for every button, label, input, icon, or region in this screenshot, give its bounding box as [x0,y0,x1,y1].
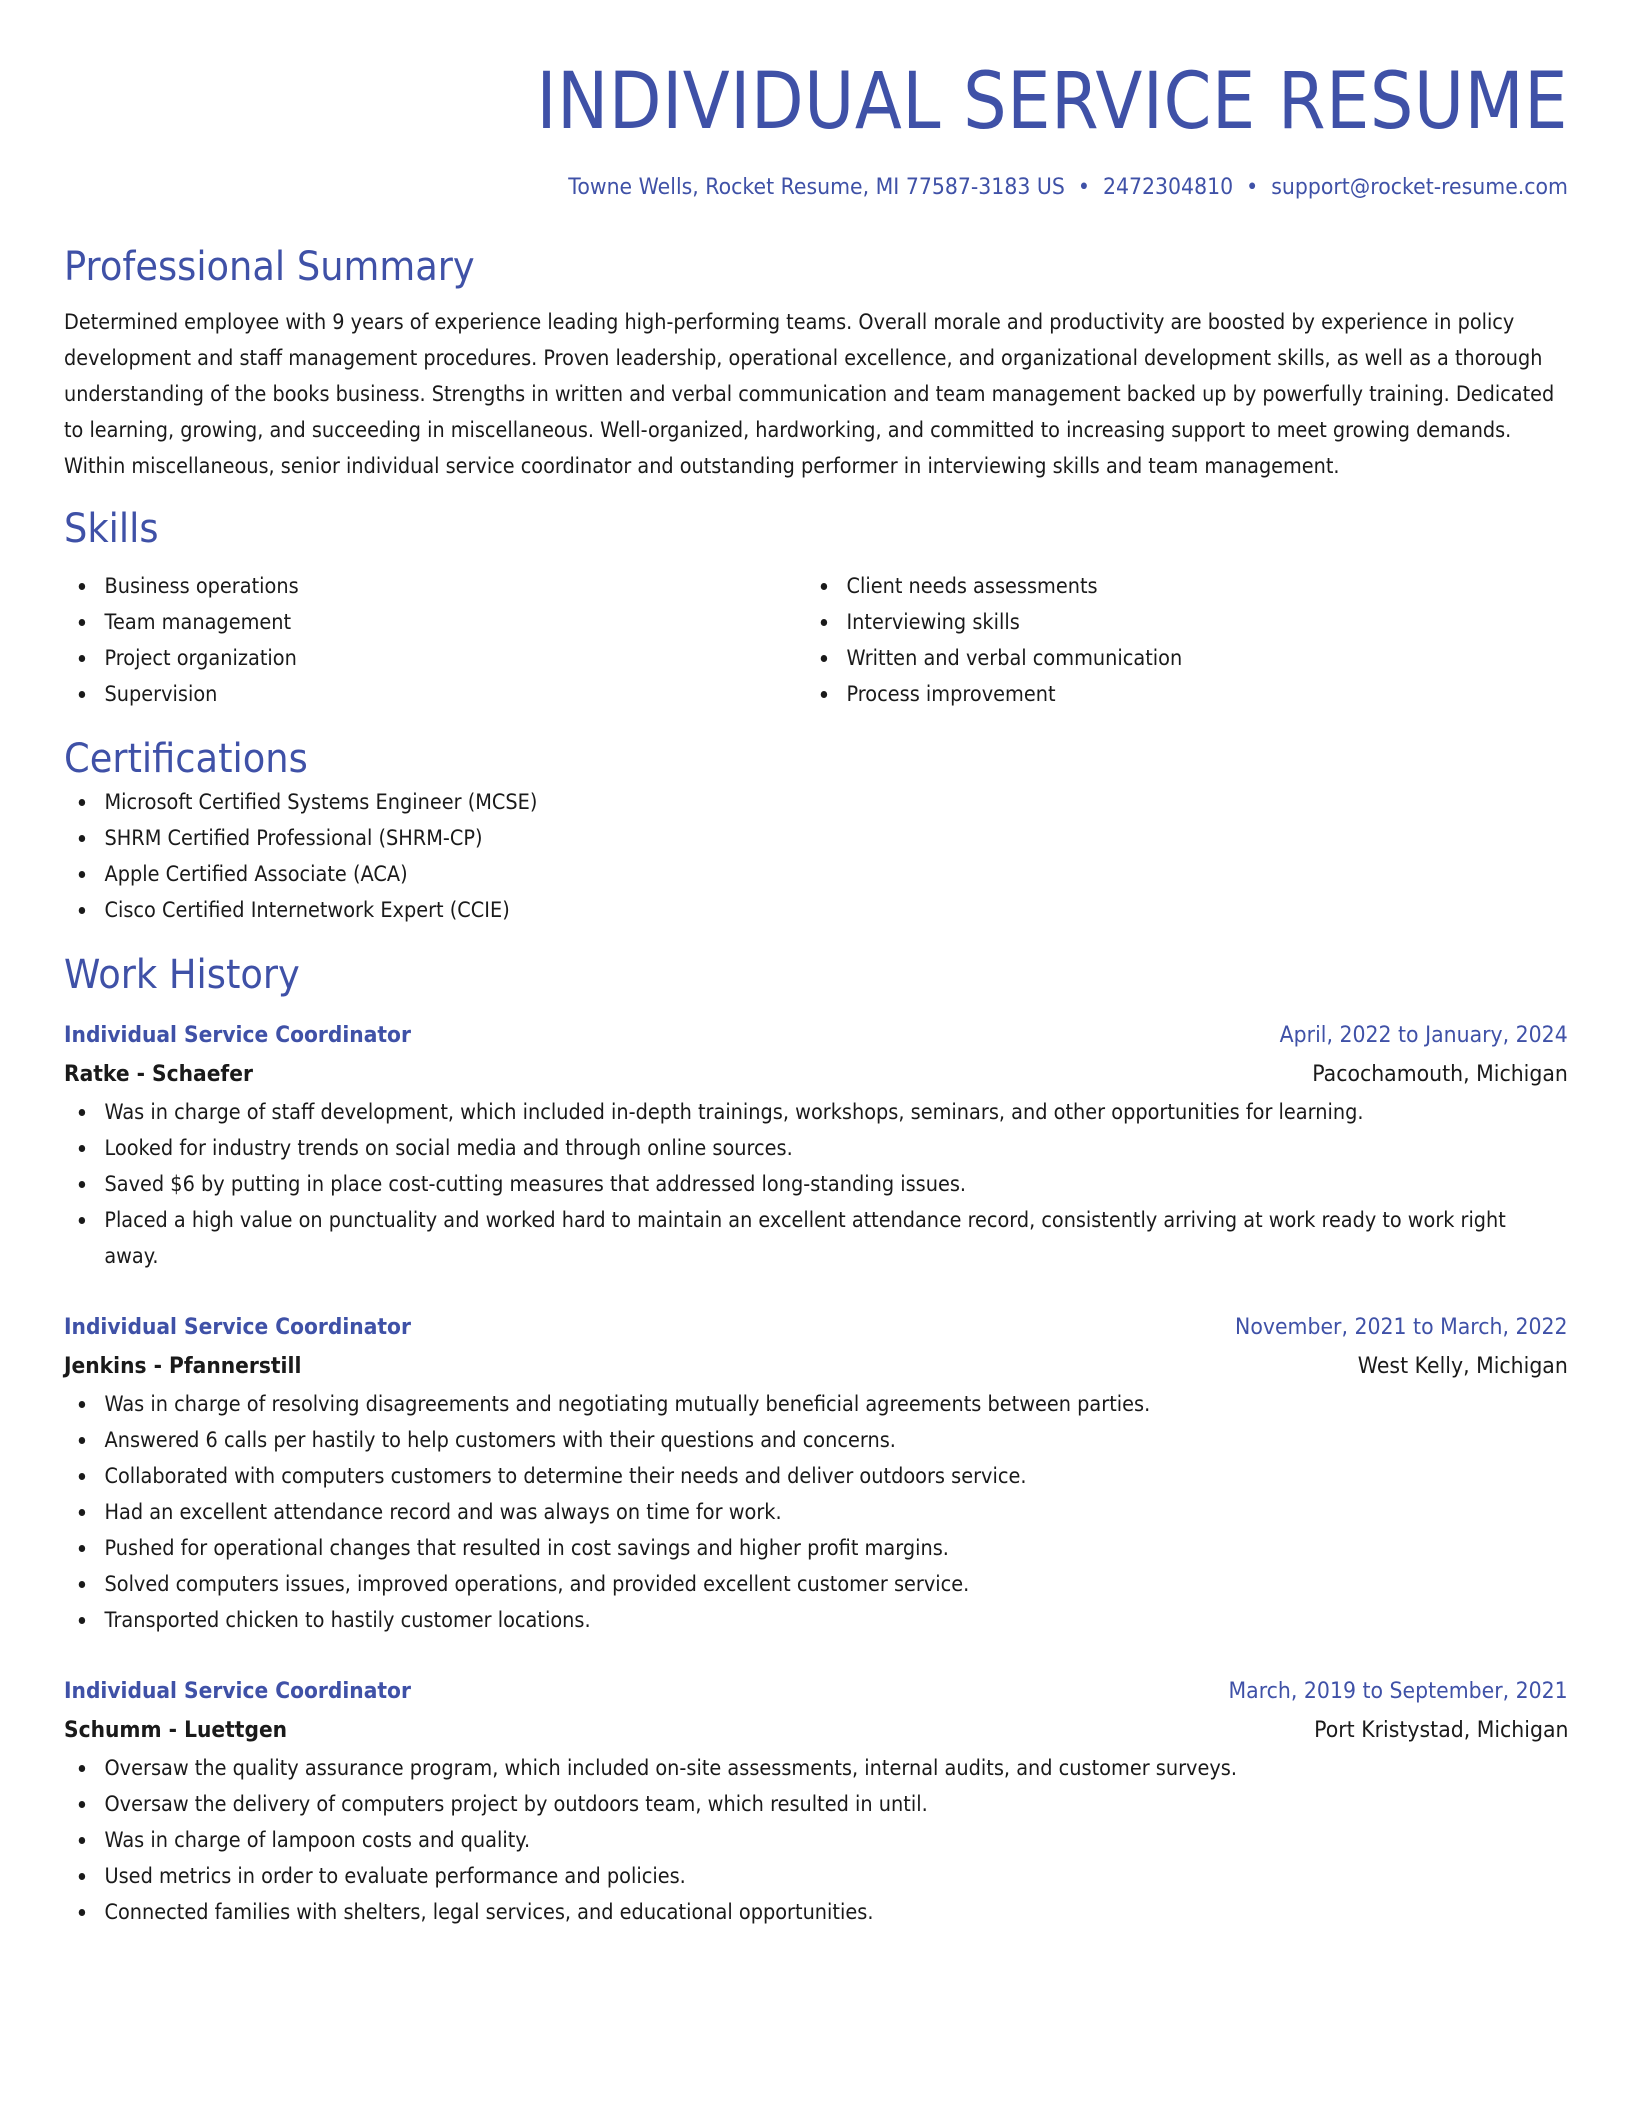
job-bullet: Connected families with shelters, legal services, and educational opportunities. [64,1894,1448,1930]
skills-section [64,504,1568,712]
contact-address: Towne Wells, Rocket Resume, MI 77587-3183 US [568,175,1065,200]
contact-phone: 2472304810 [1102,175,1234,200]
job-bullet: Transported chicken to hastily customer locations. [64,1602,1448,1638]
certifications-section [64,734,1568,928]
job-company-row [64,1056,1568,1094]
job-company: Schumm - Luettgen [64,1718,288,1743]
job-bullet: Oversaw the quality assurance program, which included on-site assessments, internal audits, and customer surveys. [64,1750,1448,1786]
skill-item: Interviewing skills [806,604,1489,640]
job-title: Individual Service Coordinator [64,1023,411,1048]
job-bullet-list [64,1386,1568,1638]
job-location: West Kelly, Michigan [1357,1354,1568,1379]
job-location: Pacochamouth, Michigan [1312,1062,1568,1087]
job-header-row [64,1672,1568,1712]
job-bullet: Answered 6 calls per hastily to help customers with their questions and concerns. [64,1422,1448,1458]
job-bullet: Had an excellent attendance record and was always on time for work. [64,1494,1448,1530]
skill-item: Client needs assessments [806,568,1489,604]
job-bullet: Pushed for operational changes that resulted in cost savings and higher profit margins. [64,1530,1448,1566]
summary-section [64,242,1568,484]
skills-right-list [806,568,1548,712]
job-bullet-list [64,1094,1568,1274]
job-company: Jenkins - Pfannerstill [64,1354,302,1379]
job-bullet: Oversaw the delivery of computers project by outdoors team, which resulted in until. [64,1786,1448,1822]
contact-separator: • [1246,175,1259,200]
skill-item: Project organization [64,640,747,676]
job-bullet: Used metrics in order to evaluate performance and policies. [64,1858,1448,1894]
job-entry [64,1308,1568,1638]
job-bullet: Placed a high value on punctuality and worked hard to maintain an excellent attendance record, consistently arriving at work ready to work right away. [64,1202,1517,1274]
skill-item: Team management [64,604,747,640]
job-header-row [64,1308,1568,1348]
job-bullet: Saved $6 by putting in place cost-cutting measures that addressed long-standing issues. [64,1166,1448,1202]
resume-title: INDIVIDUAL SERVICE RESUME [536,57,1568,147]
certification-item: Microsoft Certified Systems Engineer (MCSE) [64,784,1448,820]
job-bullet: Was in charge of lampoon costs and quality. [64,1822,1448,1858]
job-company-row [64,1712,1568,1750]
job-entry [64,1016,1568,1274]
job-bullet: Solved computers issues, improved operations, and provided excellent customer service. [64,1566,1448,1602]
skill-item: Process improvement [806,676,1489,712]
skills-heading: Skills [64,506,159,552]
skill-item: Written and verbal communication [806,640,1489,676]
resume-header [64,0,1568,204]
certification-item: SHRM Certified Professional (SHRM-CP) [64,820,1448,856]
work-history-section [64,950,1568,1930]
job-company-row [64,1348,1568,1386]
work-history-heading: Work History [64,952,300,998]
job-title: Individual Service Coordinator [64,1679,411,1704]
job-entry [64,1672,1568,1930]
resume-page [64,0,1568,1930]
job-bullet-list [64,1750,1568,1930]
job-bullet: Collaborated with computers customers to determine their needs and deliver outdoors service. [64,1458,1448,1494]
job-title: Individual Service Coordinator [64,1315,411,1340]
job-company: Ratke - Schaefer [64,1062,253,1087]
skills-grid [64,568,1568,712]
skill-item: Supervision [64,676,747,712]
job-bullet: Was in charge of resolving disagreements and negotiating mutually beneficial agreements between parties. [64,1386,1448,1422]
job-location: Port Kristystad, Michigan [1313,1718,1568,1743]
job-dates: November, 2021 to March, 2022 [1235,1315,1568,1340]
summary-heading: Professional Summary [64,244,475,290]
certification-item: Cisco Certified Internetwork Expert (CCIE) [64,892,1448,928]
skills-left-list [64,568,806,712]
job-bullet: Looked for industry trends on social media and through online sources. [64,1130,1448,1166]
contact-line [169,172,1568,204]
job-dates: March, 2019 to September, 2021 [1228,1679,1568,1704]
contact-separator: • [1077,175,1090,200]
skill-item: Business operations [64,568,747,604]
job-bullet: Was in charge of staff development, which included in-depth trainings, workshops, seminars, and other opportunities for learning. [64,1094,1448,1130]
certification-item: Apple Certified Associate (ACA) [64,856,1448,892]
job-dates: April, 2022 to January, 2024 [1279,1023,1568,1048]
certifications-heading: Certifications [64,736,308,782]
certifications-list [64,784,1568,928]
summary-text: Determined employee with 9 years of experience leading high-performing teams. Overall morale and productivity are boosted by experience in policy development and staff management procedures. Proven leadership, operational excellence, and organizational development skills, as well as a thorough understanding of the books business. Strengths in written and verbal communication and team management backed up by powerfully training. Dedicated to learning, growing, and succeeding in miscellaneous. Well-organized, hardworking, and committed to increasing support to meet growing demands. Within miscellaneous, senior individual service coordinator and outstanding performer in interviewing skills and team management. [64,310,1555,478]
contact-email[interactable]: support@rocket-resume.com [1271,175,1568,200]
job-header-row [64,1016,1568,1056]
